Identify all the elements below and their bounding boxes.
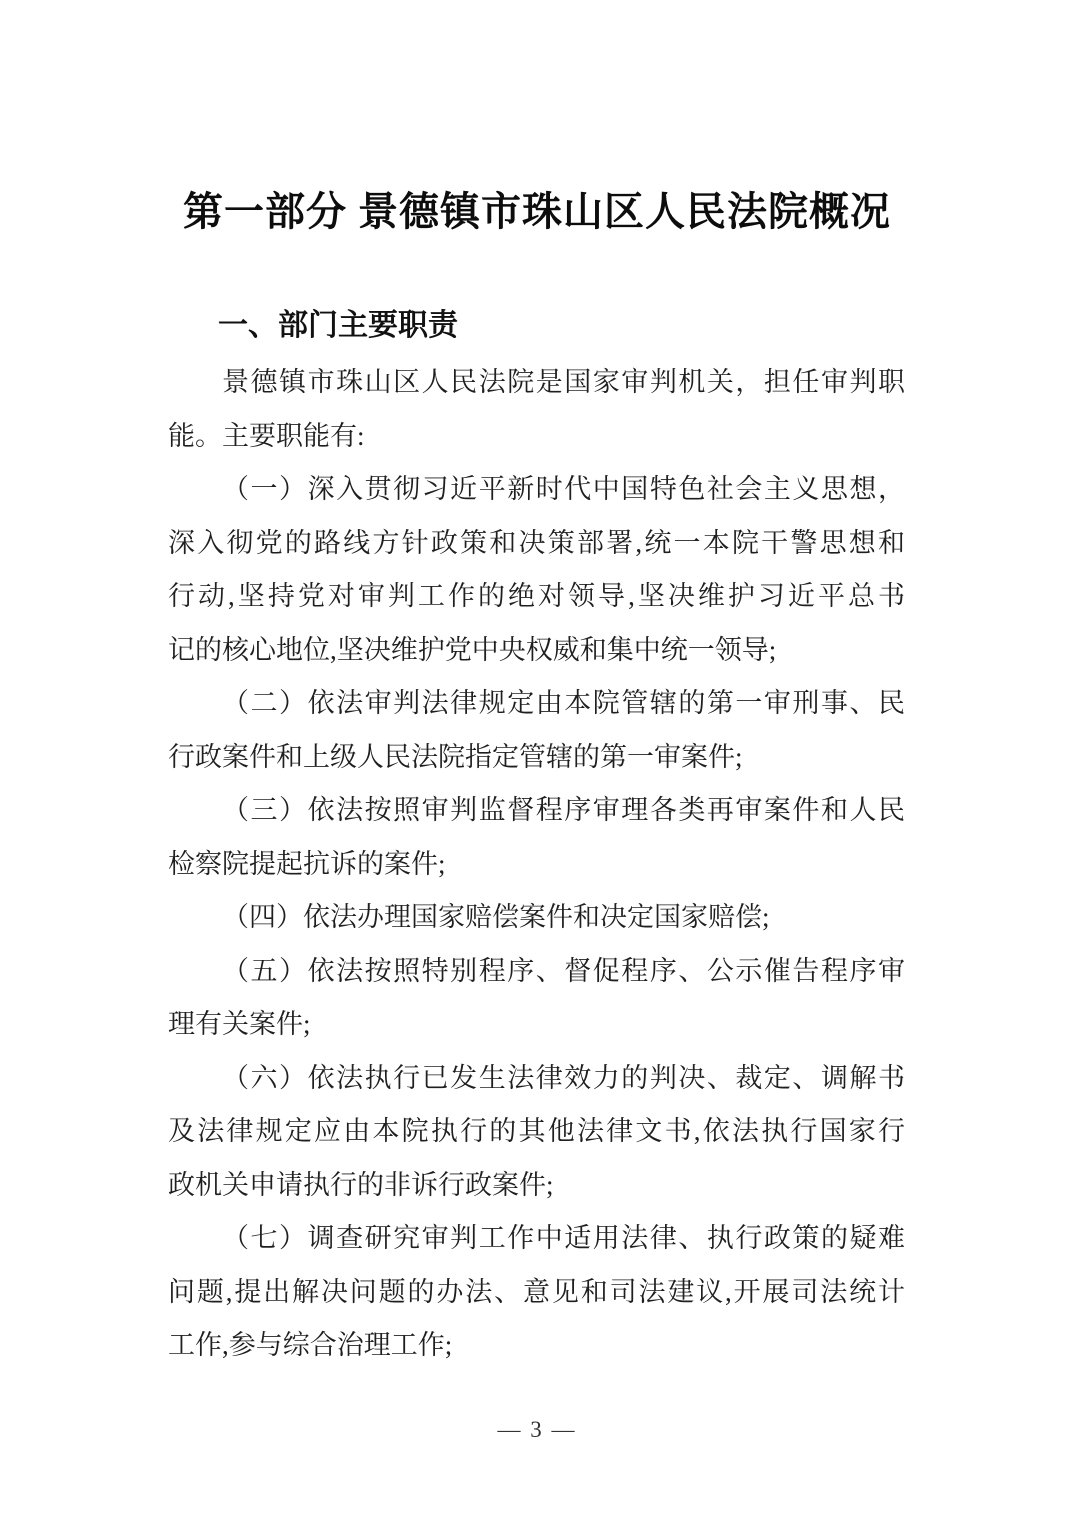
body-line: 行动,坚持党对审判工作的绝对领导,坚决维护习近平总书 — [168, 581, 905, 611]
document-title: 第一部分 景德镇市珠山区人民法院概况 — [183, 189, 891, 234]
body-line: 深入彻党的路线方针政策和决策部署,统一本院干警思想和 — [168, 527, 905, 558]
body-line: （六）依法执行已发生法律效力的判决、裁定、调解书 — [222, 1062, 905, 1093]
body-line: 工作,参与综合治理工作; — [168, 1330, 453, 1360]
body-line: 行政案件和上级人民法院指定管辖的第一审案件; — [168, 741, 743, 772]
body-line: （三）依法按照审判监督程序审理各类再审案件和人民 — [222, 795, 905, 825]
body-line: 检察院提起抗诉的案件; — [168, 848, 446, 879]
body-line: （一）深入贯彻习近平新时代中国特色社会主义思想， — [222, 474, 905, 504]
body-line: 理有关案件; — [168, 1009, 311, 1039]
body-line: 能。主要职能有: — [168, 420, 365, 451]
body-line: 及法律规定应由本院执行的其他法律文书,依法执行国家行 — [168, 1116, 905, 1146]
body-line: 记的核心地位,坚决维护党中央权威和集中统一领导; — [168, 634, 777, 665]
page-footer — [0, 1415, 1074, 1445]
document-body — [168, 356, 905, 1373]
body-line: 政机关申请执行的非诉行政案件; — [168, 1169, 554, 1200]
body-line: 景德镇市珠山区人民法院是国家审判机关，担任审判职 — [222, 367, 905, 397]
body-line: （七）调查研究审判工作中适用法律、执行政策的疑难 — [222, 1223, 905, 1253]
body-line: （四）依法办理国家赔偿案件和决定国家赔偿; — [222, 902, 770, 932]
body-line: （二）依法审判法律规定由本院管辖的第一审刑事、民 — [222, 688, 905, 718]
section-heading: 一、部门主要职责 — [218, 309, 458, 342]
body-line: 问题,提出解决问题的办法、意见和司法建议,开展司法统计 — [168, 1276, 905, 1307]
page-number: — 3 — — [497, 1416, 577, 1442]
body-line: （五）依法按照特别程序、督促程序、公示催告程序审 — [222, 955, 905, 986]
